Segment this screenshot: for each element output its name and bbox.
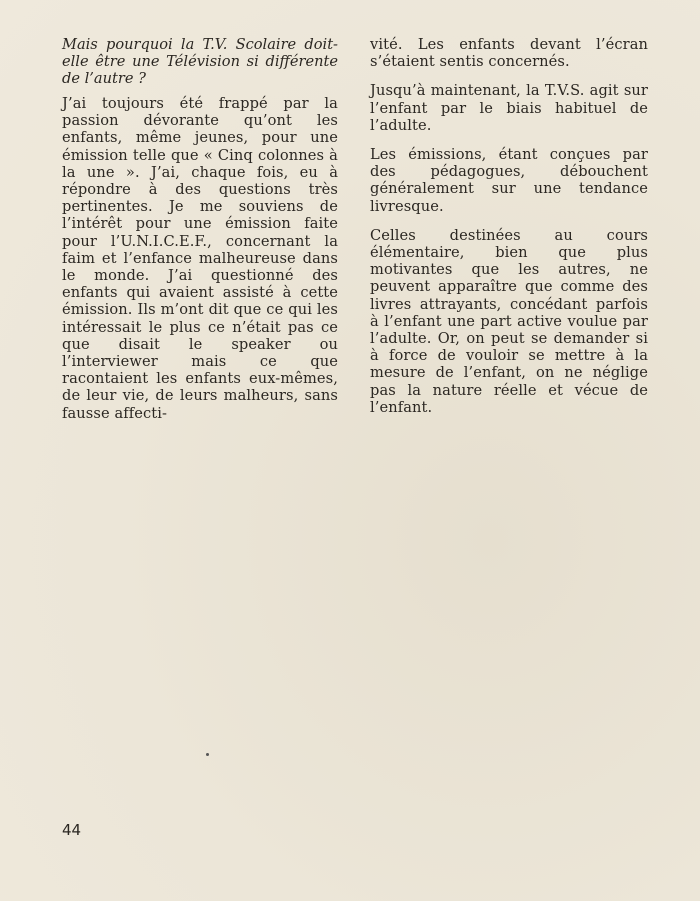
body-paragraph: vité. Les enfants devant l’écran s’étaient sentis concernés. xyxy=(370,36,648,71)
right-column xyxy=(370,36,648,428)
body-paragraph: J’ai toujours été frappé par la passion dévorante qu’ont les enfants, même jeunes, pour une émission telle que « Cinq colonnes à la une ». J’ai, chaque fois, eu à répondre à des questions très pertinentes. Je me souviens de l’intérêt pour une émission faite pour l’U.N.I.C.E.F., concernant la faim et l’enfance malheureuse dans le monde. J’ai questionné des enfants qui avaient assisté à cette émission. Ils m’ont dit que ce qui les intéressait le plus ce n’était pas ce que disait le speaker ou l’interviewer mais ce que racontaient les enfants eux-mêmes, de leur vie, de leurs malheurs, sans fausse affecti- xyxy=(62,95,338,422)
body-paragraph: Les émissions, étant conçues par des pédagogues, débouchent généralement sur une tendance livresque. xyxy=(370,146,648,215)
page-number: 44 xyxy=(62,821,82,839)
section-question: Mais pourquoi la T.V. Scolaire doit-elle être une Télévision si différente de l’autre ? xyxy=(62,36,338,87)
body-paragraph: Celles destinées au cours élémentaire, bien que plus motivantes que les autres, ne peuvent apparaître que comme des livres attrayants, concédant parfois à l’enfant une part active voulue par l’adulte. Or, on peut se demander si à force de vouloir se mettre à la mesure de l’enfant, on ne néglige pas la nature réelle et vécue de l’enfant. xyxy=(370,226,648,416)
ink-speck xyxy=(206,753,209,756)
left-column xyxy=(62,36,338,422)
body-paragraph: Jusqu’à maintenant, la T.V.S. agit sur l’enfant par le biais habituel de l’adulte. xyxy=(370,82,648,134)
